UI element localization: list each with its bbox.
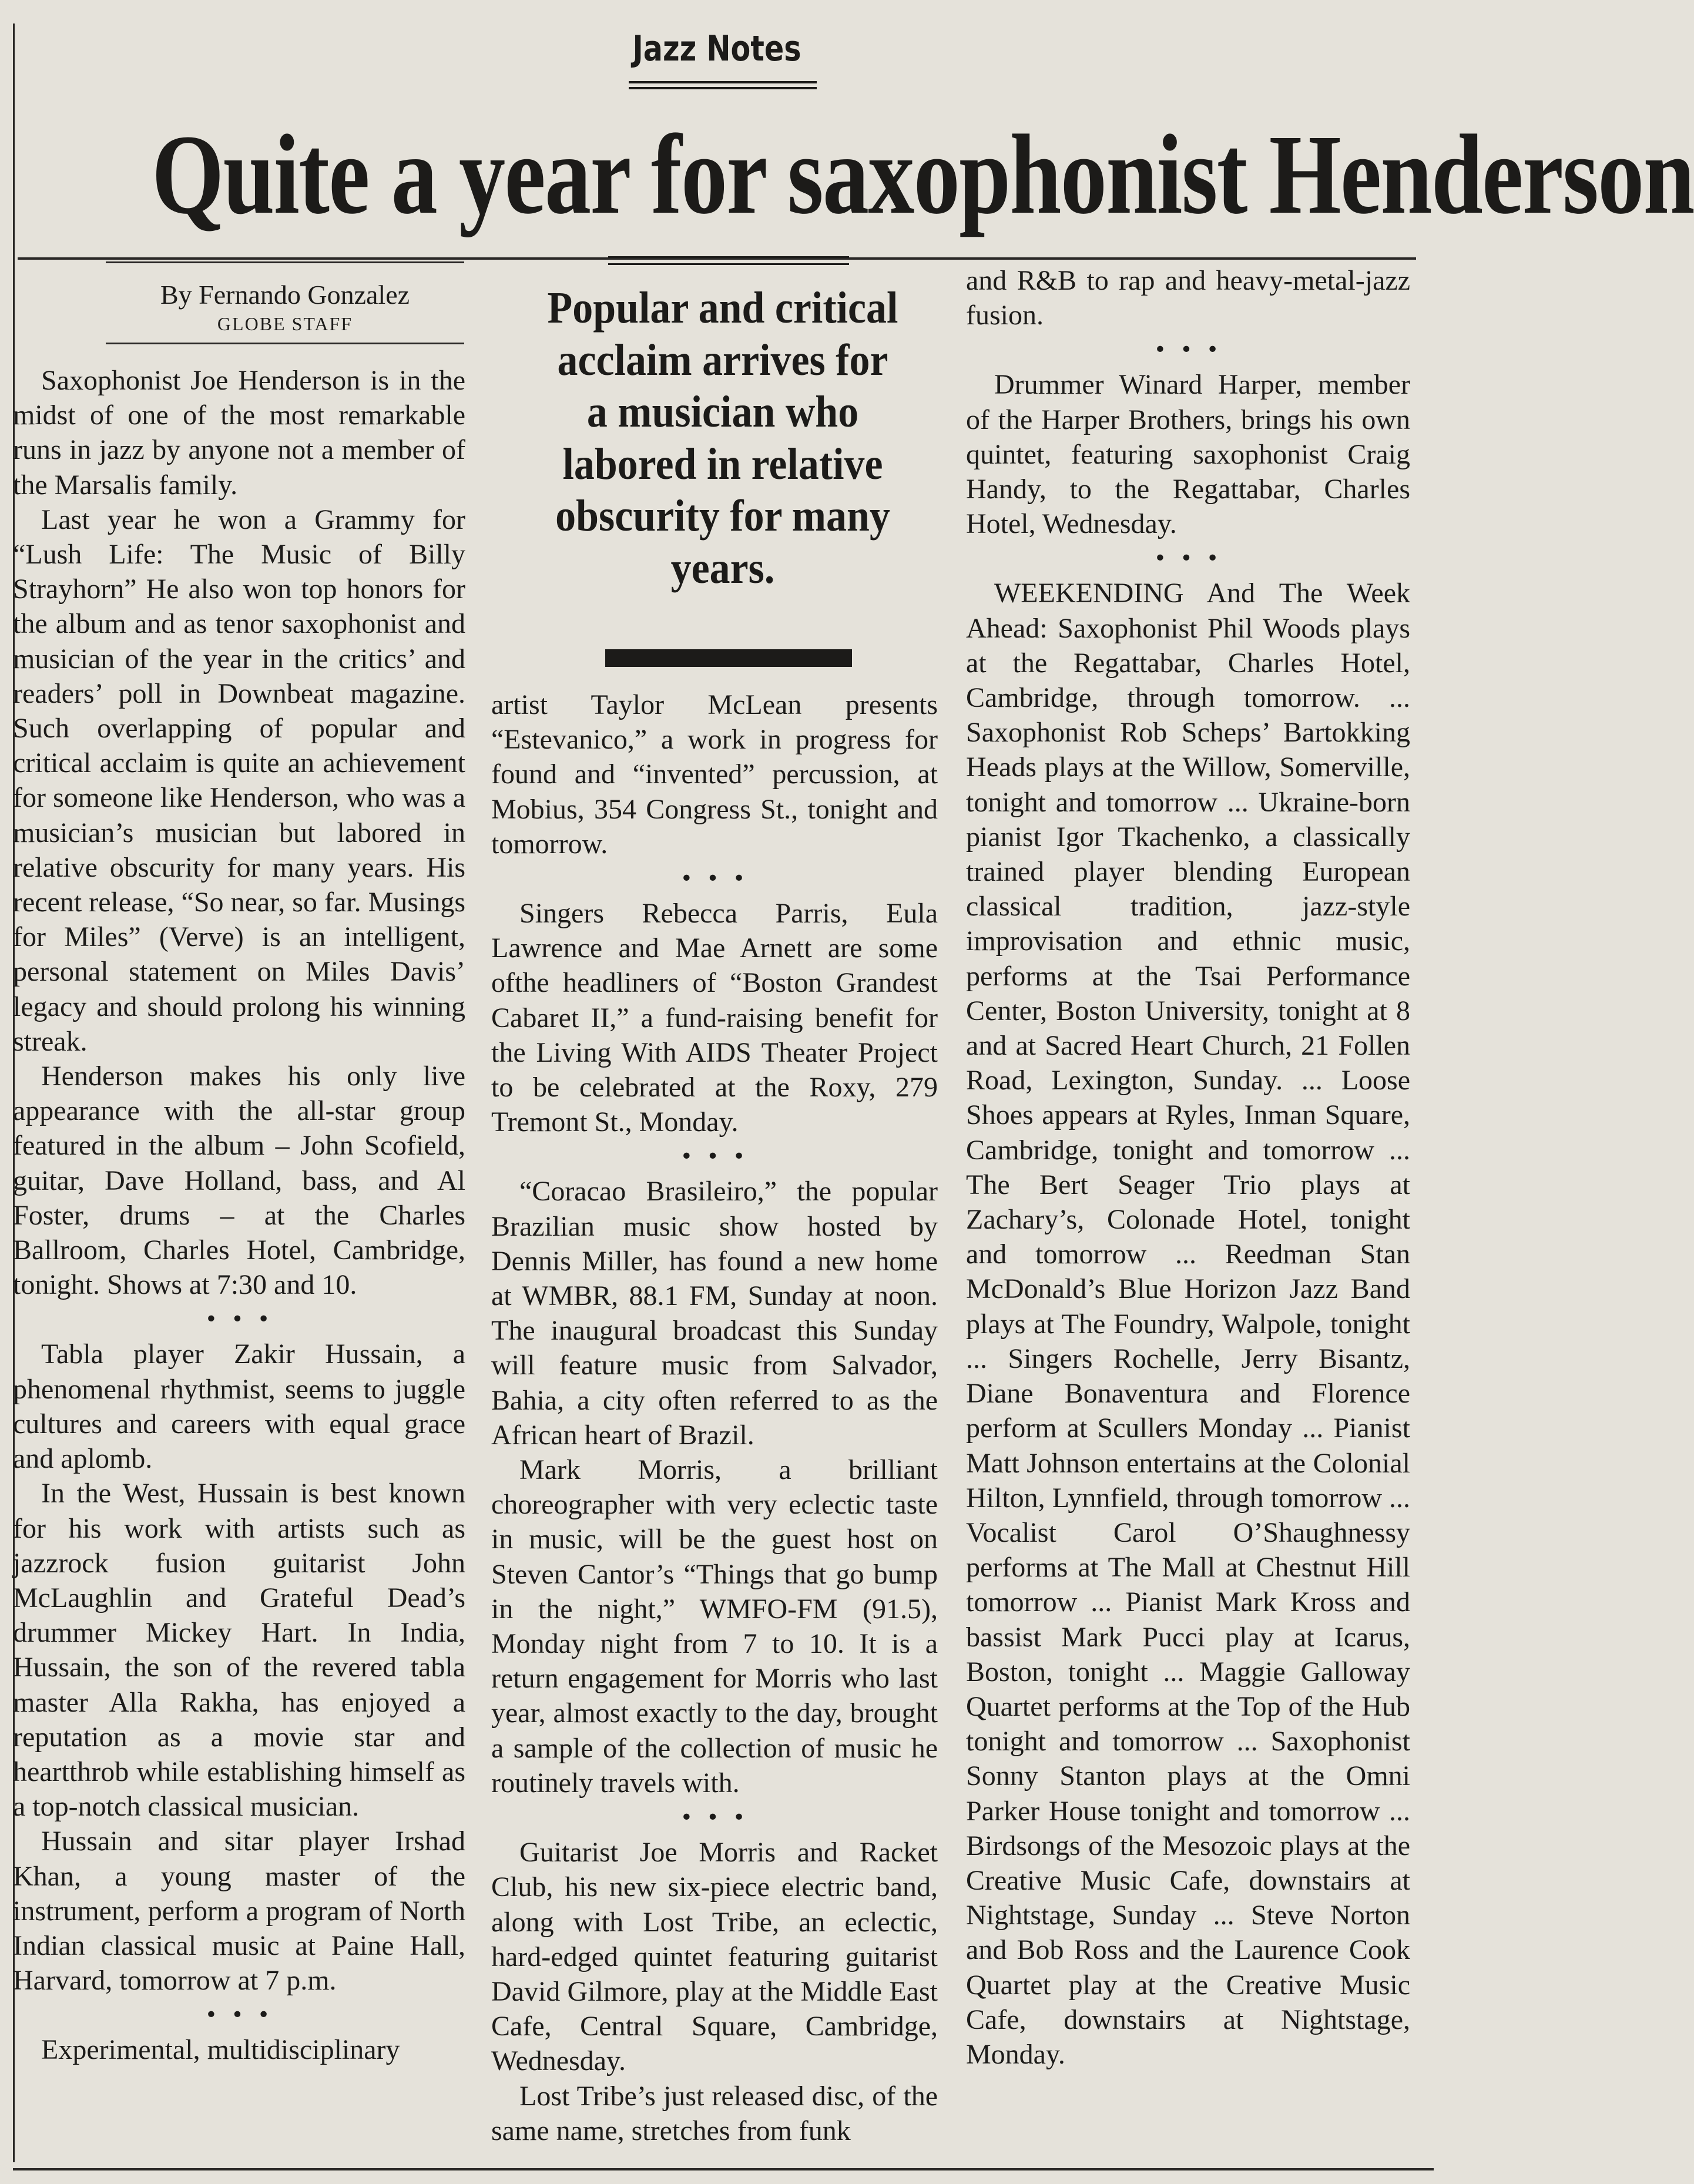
pullquote-rule-top xyxy=(608,256,849,258)
article-column-1 xyxy=(13,363,465,2068)
paragraph: In the West, Hussain is best known for his work with artists such as jazzrock fusion guitarist John McLaughlin and Grateful Dead’s drummer Mickey Hart. In India, Hussain, the son of the revered tabla master Alla Rakha, has enjoyed a reputation as a movie star and heartthrob while establishing himself as a top-notch classical musician. xyxy=(13,1478,465,1823)
section-separator: • • • xyxy=(1153,338,1223,363)
kicker-underline-bottom xyxy=(629,87,817,89)
byline-author: By Fernando Gonzalez xyxy=(160,280,410,310)
section-separator: • • • xyxy=(1153,546,1223,571)
pullquote-rule-second xyxy=(608,263,849,265)
section-separator: • • • xyxy=(680,867,749,891)
paragraph: Last year he won a Grammy for “Lush Life: The Music of Billy Strayhorn” He also won top honors for the album and as tenor saxophonist and musician of the year in the critics’ and readers’ poll in Downbeat magazine. Such overlapping of popular and critical acclaim is quite an achievement for someone like Henderson, who was a musician’s musician but labored in relative obscurity for many years. His recent release, “So near, so far. Musings for Miles” (Verve) is an intelligent, personal statement on Miles Davis’ legacy and should prolong his winning streak. xyxy=(13,504,465,1057)
paragraph: Drummer Winard Harper, member of the Harper Brothers, brings his own quintet, featuring saxophonist Craig Handy, to the Regattabar, Charles Hotel, Wednesday. xyxy=(966,369,1410,540)
paragraph: WEEKENDING And The Week Ahead: Saxophonist Phil Woods plays at the Regattabar, Charles Hotel, Cambridge, through tomorrow. ... Saxophonist Rob Scheps’ Bartokking Heads plays at the Willow, Somerville, tonight and tomorrow ... Ukraine-born pianist Igor Tkachenko, a classically trained player blending European classical tradition, jazz-style improvisation and ethnic music, performs at the Tsai Performance Center, Boston University, tonight at 8 and at Sacred Heart Church, 21 Follen Road, Lexington, Sunday. ... Loose Shoes appears at Ryles, Inman Square, Cambridge, tonight and tomorrow ... The Bert Seager Trio plays at Zachary’s, Colonade Hotel, tonight and tomorrow ... Reedman Stan McDonald’s Blue Horizon Jazz Band plays at The Foundry, Walpole, tonight ... Singers Rochelle, Jerry Bisantz, Diane Bonaventura and Florence perform at Scullers Monday ... Pianist Matt Johnson entertains at the Colonial Hilton, Lynnfield, through tomorrow ... Vocalist Carol O’Shaughnessy performs at The Mall at Chestnut Hill tomorrow ... Pianist Mark Kross and bassist Mark Pucci play at Icarus, Boston, tonight ... Maggie Galloway Quartet performs at the Top of the Hub tonight and tomorrow ... Saxophonist Sonny Stanton plays at the Omni Parker House tonight and tomorrow ... Birdsongs of the Mesozoic plays at the Creative Music Cafe, downstairs at Nightstage, Sunday ... Steve Norton and Bob Ross and the Laurence Cook Quartet play at the Creative Music Cafe, downstairs at Nightstage, Monday. xyxy=(966,578,1410,2070)
article-column-3 xyxy=(966,263,1410,2072)
paragraph: and R&B to rap and heavy-metal-jazz fusion. xyxy=(966,265,1410,331)
bottom-rule xyxy=(13,2168,1434,2170)
section-separator: • • • xyxy=(680,1806,749,1830)
article-column-2 xyxy=(491,687,938,2148)
paragraph: Experimental, multidisciplinary xyxy=(41,2034,400,2066)
byline-rule-top xyxy=(106,261,464,263)
pullquote: Popular and critical acclaim arrives for a musician who labored in relative obscurity for many years. xyxy=(547,283,898,593)
paragraph: Hussain and sitar player Irshad Khan, a young master of the instrument, perform a program of North Indian classical music at Paine Hall, Harvard, tomorrow at 7 p.m. xyxy=(13,1826,465,1997)
paragraph: “Coracao Brasileiro,” the popular Brazilian music show hosted by Dennis Miller, has found a new home at WMBR, 88.1 FM, Sunday at noon. The inaugural broadcast this Sunday will feature music from Salvador, Bahia, a city often referred to as the African heart of Brazil. xyxy=(491,1176,938,1451)
headline: Quite a year for saxophonist Henderson xyxy=(152,111,1694,237)
byline-staff: GLOBE STAFF xyxy=(217,313,353,334)
paragraph: Henderson makes his only live appearance with the all-star group featured in the album – John Scofield, guitar, Dave Holland, bass, and Al Foster, drums – at the Charles Ballroom, Charles Hotel, Cambridge, tonight. Shows at 7:30 and 10. xyxy=(13,1061,465,1301)
section-separator: • • • xyxy=(204,2003,274,2028)
paragraph: Guitarist Joe Morris and Racket Club, his new six-piece electric band, along with Lost Tribe, an eclectic, hard-edged quintet featuring guitarist David Gilmore, play at the Middle East Cafe, Central Square, Cambridge, Wednesday. xyxy=(491,1837,938,2077)
kicker-underline-top xyxy=(629,81,817,83)
section-kicker: Jazz Notes xyxy=(632,28,801,69)
section-separator: • • • xyxy=(204,1307,274,1332)
paragraph: Mark Morris, a brilliant choreographer with very eclectic taste in music, will be the guest host on Steven Cantor’s “Things that go bump in the night,” WMFO-FM (91.5), Monday night from 7 to 10. It is a return engagement for Morris who last year, almost exactly to the day, brought a sample of the collection of music he routinely travels with. xyxy=(491,1454,938,1799)
byline xyxy=(106,261,464,344)
paragraph: Singers Rebecca Parris, Eula Lawrence and Mae Arnett are some ofthe headliners of “Boston Grandest Cabaret II,” a fund-raising benefit for the Living With AIDS Theater Project to be celebrated at the Roxy, 279 Tremont St., Monday. xyxy=(491,898,938,1138)
paragraph: Tabla player Zakir Hussain, a phenomenal rhythmist, seems to juggle cultures and careers with equal grace and aplomb. xyxy=(13,1338,465,1475)
paragraph: Lost Tribe’s just released disc, of the same name, stretches from funk xyxy=(491,2080,938,2146)
pullquote-bar xyxy=(605,649,852,667)
paragraph: Saxophonist Joe Henderson is in the midst of one of the most remarkable runs in jazz by anyone not a member of the Marsalis family. xyxy=(13,365,465,501)
section-separator: • • • xyxy=(680,1145,749,1169)
byline-rule-bottom xyxy=(106,343,464,344)
paragraph: artist Taylor McLean presents “Estevanico,” a work in progress for found and “invented” percussion, at Mobius, 354 Congress St., tonight and tomorrow. xyxy=(491,689,938,860)
